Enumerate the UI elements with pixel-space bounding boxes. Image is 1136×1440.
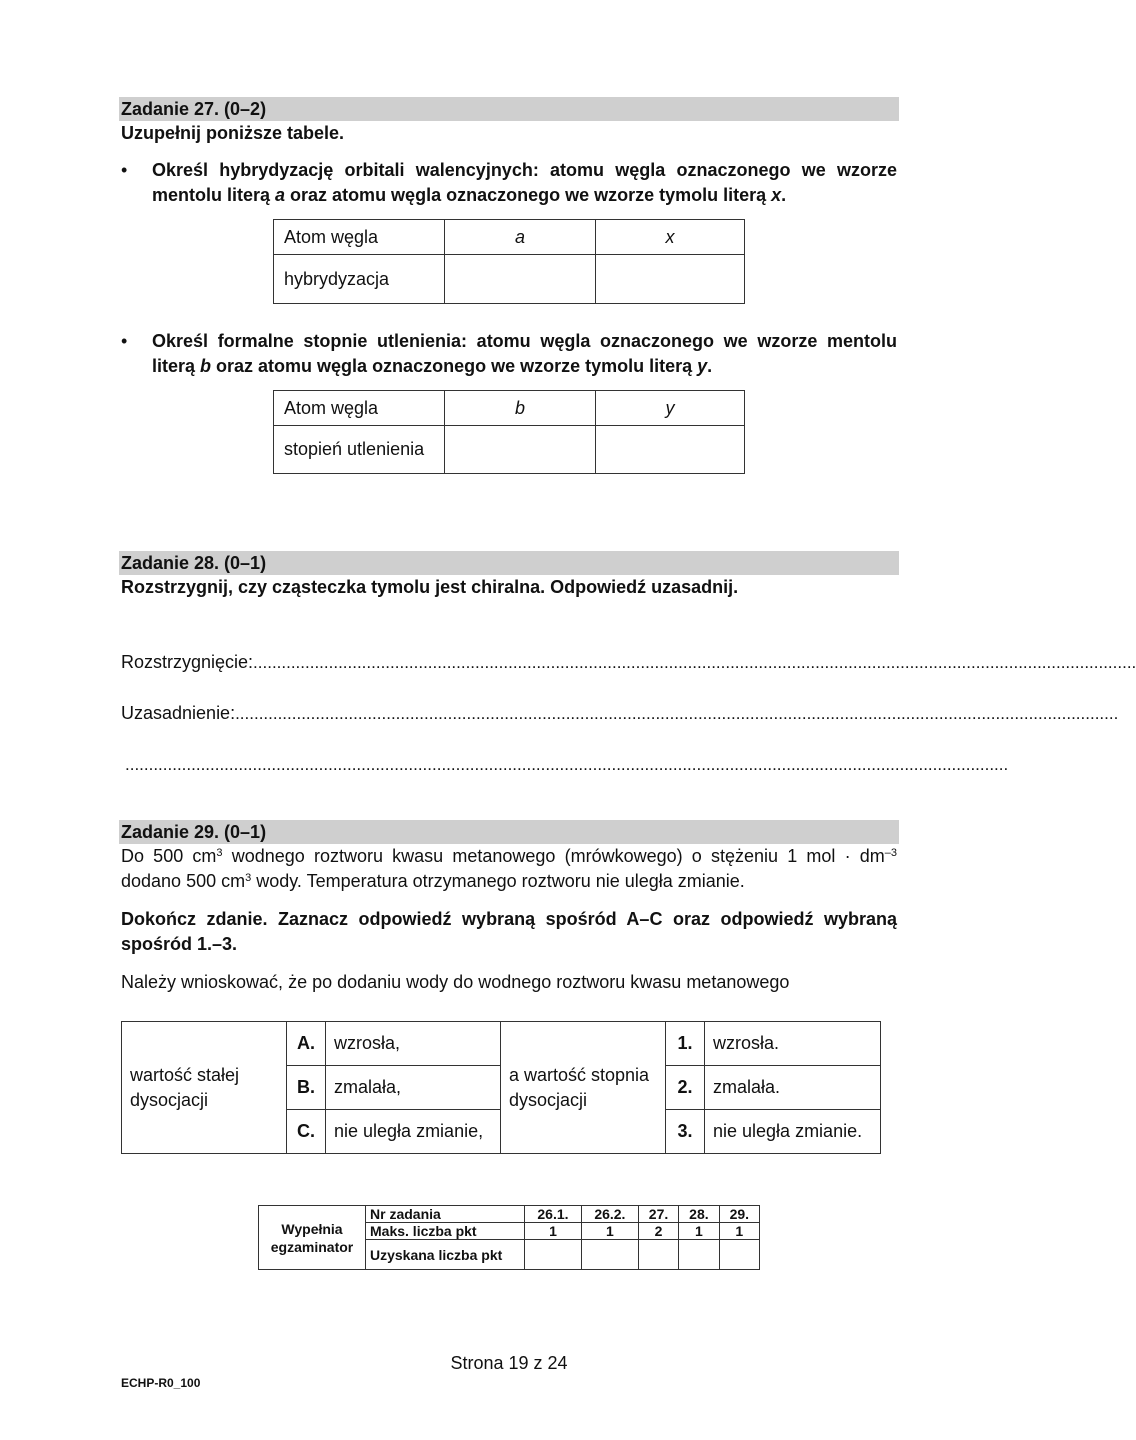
task-29-header: Zadanie 29. (0–1) xyxy=(119,820,899,844)
document-code: ECHP-R0_100 xyxy=(121,1376,201,1390)
task-29-intro: Do 500 $cm^3$ wodnego roztworu kwasu metanowego (mrówkowego) o stężeniu 1 mol · $dm^{-3}$ dodano 500 $cm^3$ wody. Temperatura otrzymanego roztworu nie uległa zmianie. xyxy=(121,846,898,891)
left-stem-label: wartość stałej dysocjacji xyxy=(122,1022,287,1154)
score-row-label: Maks. liczba pkt xyxy=(366,1223,525,1240)
max-points: 1 xyxy=(581,1223,638,1240)
table-header-label: Atom węgla xyxy=(274,220,445,255)
option-1-text[interactable]: wzrosła. xyxy=(705,1022,881,1066)
table-header-x: x xyxy=(596,220,745,255)
task-29-instruction: Dokończ zdanie. Zaznacz odpowiedź wybraną spośród A–C oraz odpowiedź wybraną spośród 1.–3. xyxy=(121,909,897,954)
justification-line-2[interactable] xyxy=(125,752,1009,777)
option-b-text[interactable]: zmalała, xyxy=(326,1066,501,1110)
justification-label: Uzasadnienie: xyxy=(121,703,236,723)
task-number: 26.1. xyxy=(525,1206,582,1223)
answer-choice-table xyxy=(121,1021,881,1154)
task-27-bullet-1: Określ hybrydyzację orbitali walencyjnych: atomu węgla oznaczonego we wzorze mentolu literą a oraz atomu węgla oznaczonego we wzorze tymolu literą x. xyxy=(152,160,897,205)
option-a-key[interactable]: A. xyxy=(287,1022,326,1066)
task-28-header: Zadanie 28. (0–1) xyxy=(119,551,899,575)
task-number: 28. xyxy=(679,1206,719,1223)
table-header-label: Atom węgla xyxy=(274,391,445,426)
decision-label: Rozstrzygnięcie: xyxy=(121,652,254,672)
answer-dots: ........................................................................................................................................................................................... xyxy=(235,704,1119,723)
task-27-instruction: Uzupełnij poniższe tabele. xyxy=(121,123,345,143)
option-3-key[interactable]: 3. xyxy=(666,1110,705,1154)
task-27-bullet-2: Określ formalne stopnie utlenienia: atomu węgla oznaczonego we wzorze mentolu literą b oraz atomu węgla oznaczonego we wzorze tymolu literą y. xyxy=(152,331,897,376)
table-row-label: hybrydyzacja xyxy=(274,255,445,304)
task-number: 26.2. xyxy=(581,1206,638,1223)
option-2-text[interactable]: zmalała. xyxy=(705,1066,881,1110)
option-a-text[interactable]: wzrosła, xyxy=(326,1022,501,1066)
max-points: 2 xyxy=(638,1223,678,1240)
justification-line[interactable] xyxy=(121,701,1119,726)
oxidation-table xyxy=(273,390,745,474)
option-2-key[interactable]: 2. xyxy=(666,1066,705,1110)
examiner-score-table xyxy=(258,1205,760,1270)
obtained-points-cell[interactable] xyxy=(719,1240,759,1270)
answer-cell-y[interactable] xyxy=(596,426,745,474)
option-1-key[interactable]: 1. xyxy=(666,1022,705,1066)
hybridization-table xyxy=(273,219,745,304)
bullet-icon: • xyxy=(121,331,128,351)
table-header-b: b xyxy=(445,391,596,426)
max-points: 1 xyxy=(525,1223,582,1240)
obtained-points-cell[interactable] xyxy=(679,1240,719,1270)
task-27-header: Zadanie 27. (0–2) xyxy=(119,97,899,121)
max-points: 1 xyxy=(679,1223,719,1240)
task-29-stem: Należy wnioskować, że po dodaniu wody do wodnego roztworu kwasu metanowego xyxy=(121,972,790,992)
max-points: 1 xyxy=(719,1223,759,1240)
decision-line[interactable] xyxy=(121,650,1136,675)
right-stem-label: a wartość stopnia dysocjacji xyxy=(501,1022,666,1154)
table-header-a: a xyxy=(445,220,596,255)
score-row-label: Nr zadania xyxy=(366,1206,525,1223)
obtained-points-cell[interactable] xyxy=(581,1240,638,1270)
answer-cell-b[interactable] xyxy=(445,426,596,474)
answer-dots: ........................................................................................................................................................................................... xyxy=(125,755,1009,774)
option-3-text[interactable]: nie uległa zmianie. xyxy=(705,1110,881,1154)
answer-cell-a[interactable] xyxy=(445,255,596,304)
task-number: 27. xyxy=(638,1206,678,1223)
table-row-label: stopień utlenienia xyxy=(274,426,445,474)
page-number: Strona 19 z 24 xyxy=(450,1353,568,1373)
obtained-points-cell[interactable] xyxy=(525,1240,582,1270)
answer-cell-x[interactable] xyxy=(596,255,745,304)
score-row-label: Uzyskana liczba pkt xyxy=(366,1240,525,1270)
table-header-y: y xyxy=(596,391,745,426)
obtained-points-cell[interactable] xyxy=(638,1240,678,1270)
option-c-text[interactable]: nie uległa zmianie, xyxy=(326,1110,501,1154)
option-c-key[interactable]: C. xyxy=(287,1110,326,1154)
task-28-instruction: Rozstrzygnij, czy cząsteczka tymolu jest chiralna. Odpowiedź uzasadnij. xyxy=(121,577,739,597)
answer-dots: ........................................................................................................................................................................................... xyxy=(253,653,1136,672)
option-b-key[interactable]: B. xyxy=(287,1066,326,1110)
task-number: 29. xyxy=(719,1206,759,1223)
bullet-icon: • xyxy=(121,160,128,180)
examiner-label: Wypełnia egzaminator xyxy=(259,1206,366,1270)
